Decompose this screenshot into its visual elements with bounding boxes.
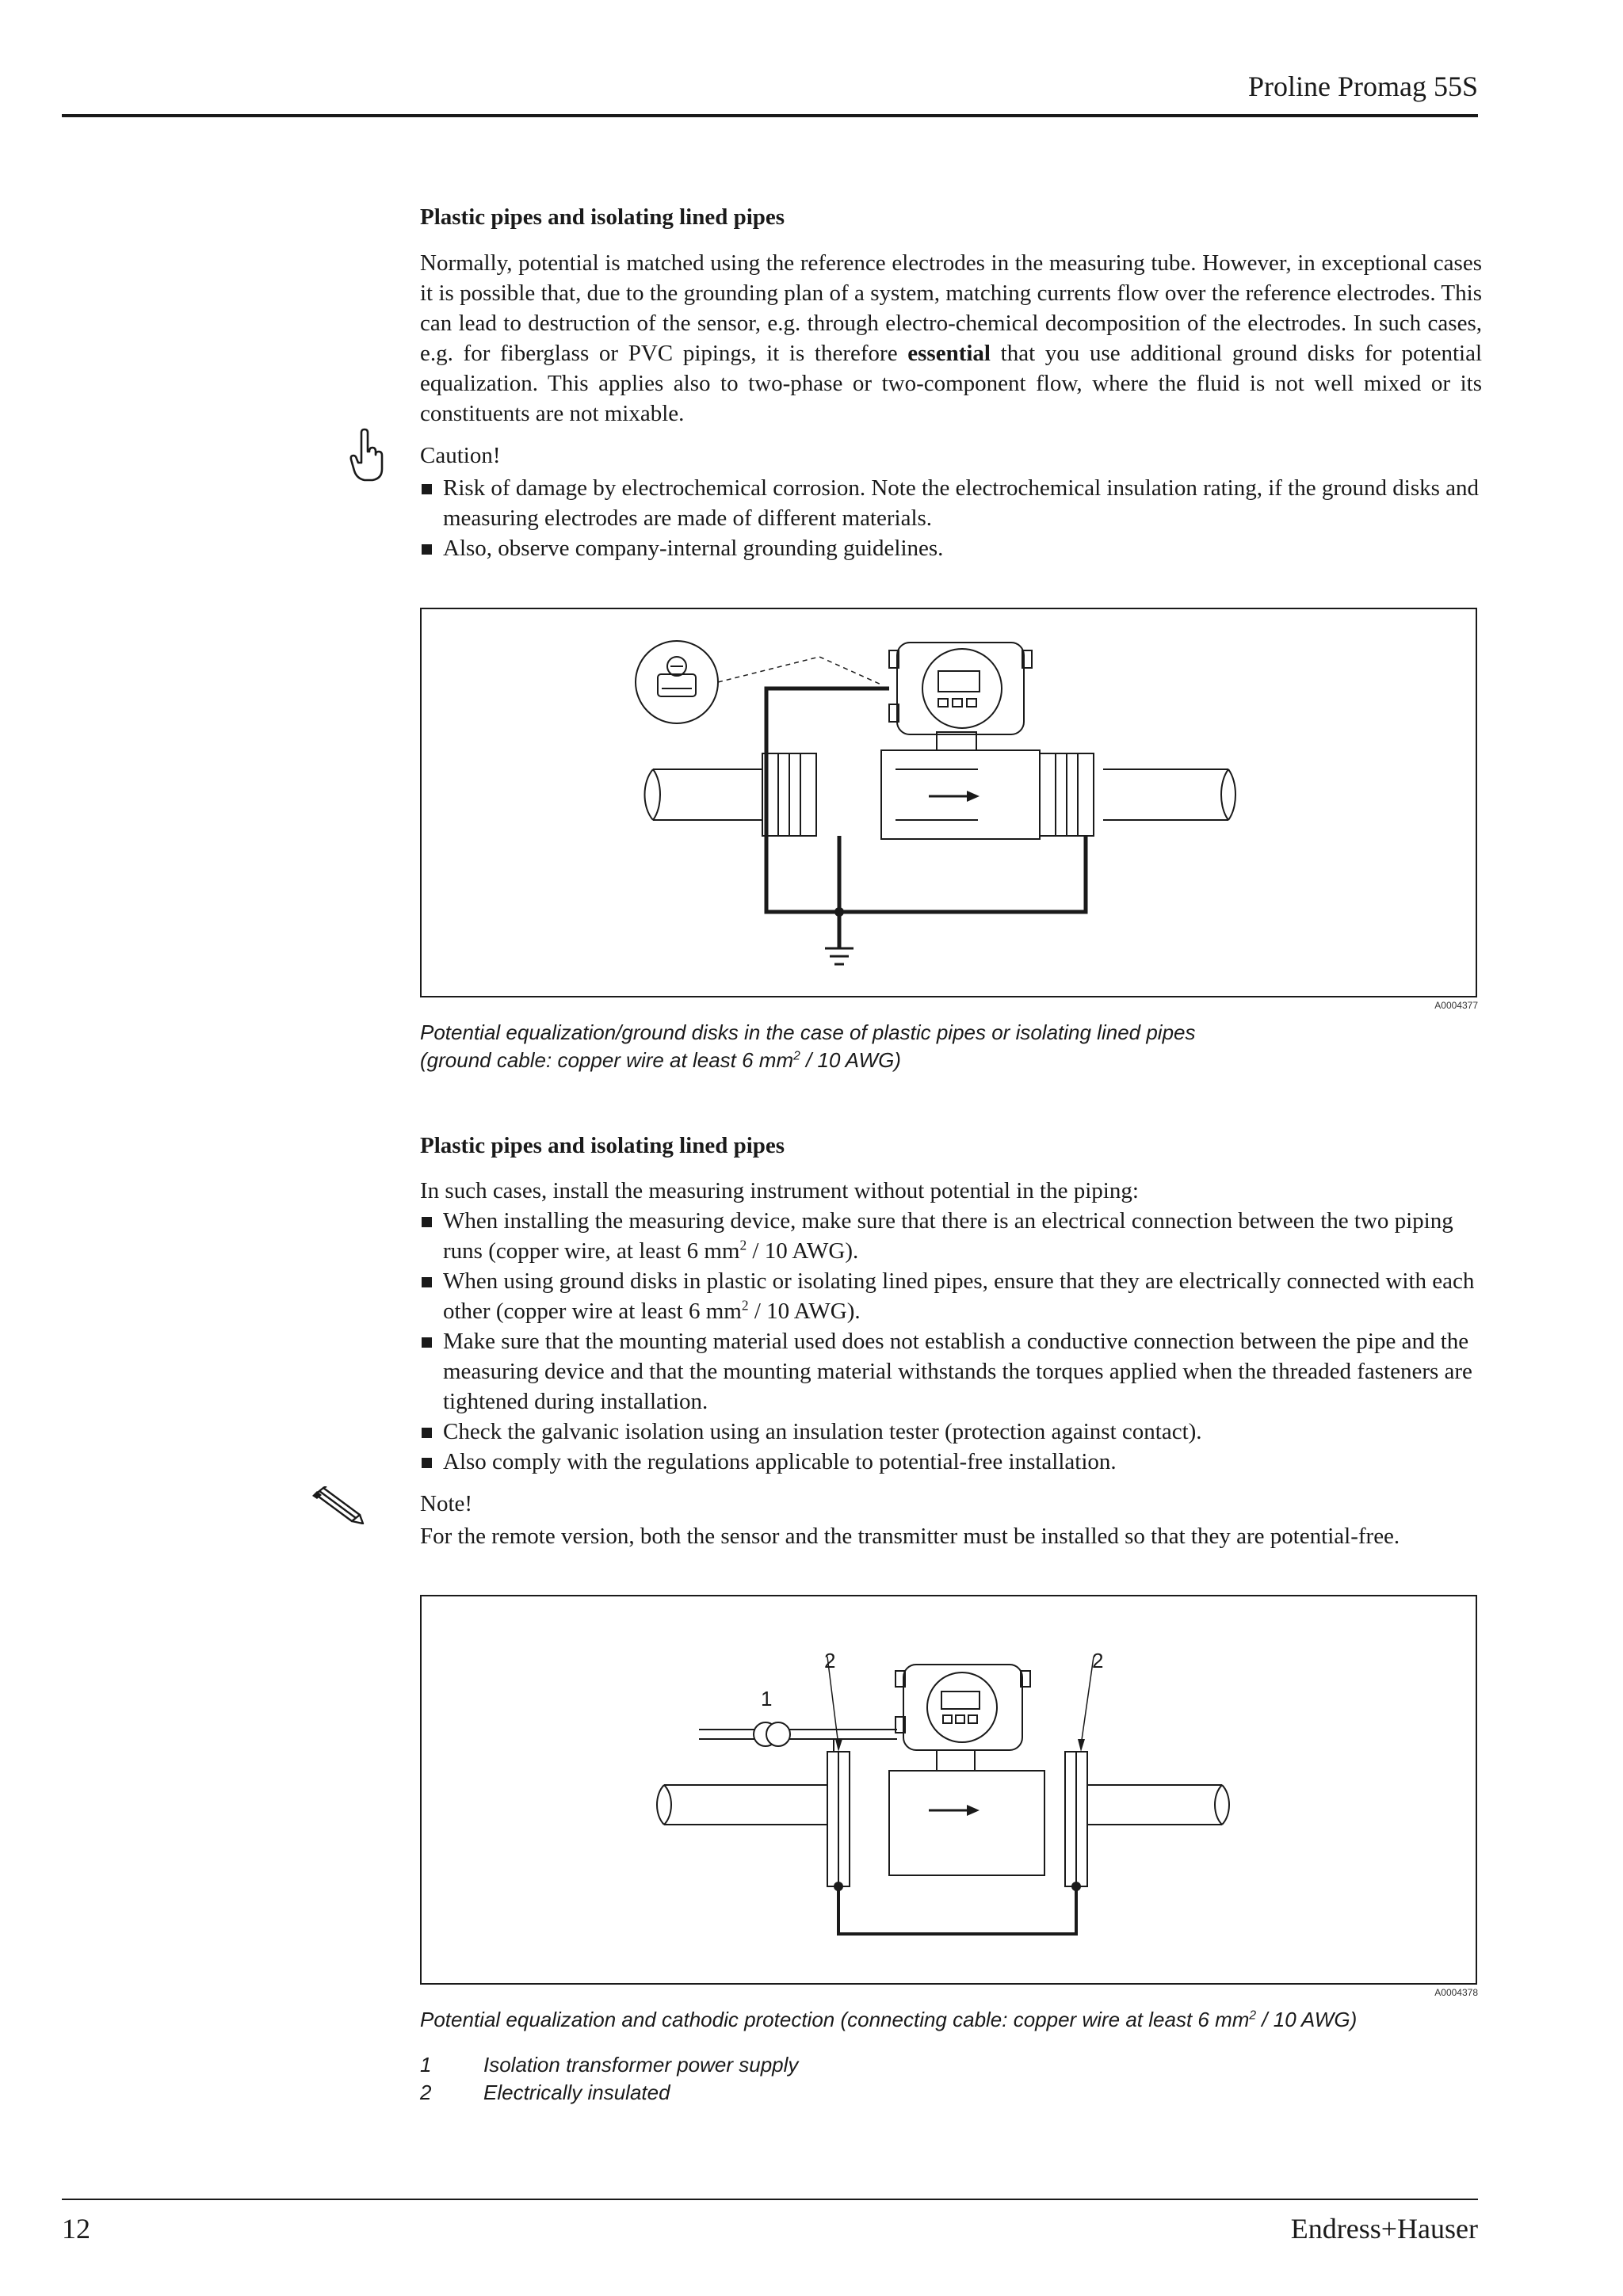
section2-item [420, 1206, 1482, 1266]
section2-intro: In such cases, install the measuring instrument without potential in the piping: [420, 1178, 1139, 1203]
figure-2-caption [420, 2006, 1357, 2034]
section1-paragraph [420, 248, 1482, 429]
figure-1-code: A0004377 [1434, 1000, 1478, 1011]
caption-superscript: 2 [793, 1049, 800, 1063]
callout-1: 1 [761, 1687, 773, 1711]
caution-item: Risk of damage by electrochemical corrosion. Note the electrochemical insulation rating, if the ground disks and measuring electrodes are made of different materials. [420, 473, 1482, 533]
figure-2-code: A0004378 [1434, 1987, 1478, 1998]
callout-2-left: 2 [824, 1649, 836, 1672]
legend-number: 1 [420, 2053, 432, 2077]
item-text: When using ground disks in plastic or isolating lined pipes, ensure that they are electrically connected with each other (copper wire at least 6 mm [443, 1268, 1475, 1324]
note-text: For the remote version, both the sensor and the transmitter must be installed so that they are potential-free. [420, 1524, 1400, 1549]
item-text: / 10 AWG). [748, 1299, 861, 1324]
section2-item: Also comply with the regulations applicable to potential-free installation. [420, 1447, 1482, 1477]
figure-1-caption [420, 1019, 1196, 1074]
item-text: / 10 AWG). [747, 1238, 859, 1264]
header-rule [62, 114, 1478, 117]
caption-text: (ground cable: copper wire at least 6 mm [420, 1048, 794, 1072]
section2-item [420, 1266, 1482, 1326]
caution-hand-icon [347, 428, 387, 485]
caption-text: / 10 AWG) [800, 1048, 901, 1072]
footer-brand: Endress+Hauser [1290, 2213, 1478, 2245]
figure-2-diagram [422, 1596, 1476, 1983]
item-superscript: 2 [739, 1237, 747, 1253]
item-text: When installing the measuring device, make sure that there is an electrical connection between the two piping runs (copper wire, at least 6 mm [443, 1208, 1453, 1264]
section2-item: Make sure that the mounting material used does not establish a conductive connection between the pipe and the measuring device and that the mounting material withstands the torques applied when the threaded fasteners are tightened during installation. [420, 1326, 1482, 1417]
section1-paragraph-part2: that you use additional ground disks for potential equalization. This applies also to two-phase or two-component flow, where the fluid is not well mixed or its constituents are not mixable. [420, 341, 1483, 426]
page-number: 12 [62, 2213, 90, 2245]
figure-1-diagram [422, 609, 1476, 996]
caption-text: Potential equalization and cathodic protection (connecting cable: copper wire at least 6 mm [420, 2008, 1250, 2031]
legend-text: Isolation transformer power supply [483, 2053, 799, 2077]
note-label: Note! [420, 1491, 473, 1516]
legend-row [420, 2053, 798, 2077]
figure-1-caption-line2 [420, 1047, 1196, 1074]
legend-number: 2 [420, 2081, 432, 2104]
figure-1-caption-line1: Potential equalization/ground disks in the case of plastic pipes or isolating lined pipes [420, 1020, 1196, 1044]
caption-text: / 10 AWG) [1256, 2008, 1358, 2031]
footer-rule [62, 2199, 1478, 2200]
note-pencil-icon [311, 1486, 365, 1524]
section2-item: Check the galvanic isolation using an insulation tester (protection against contact). [420, 1417, 1482, 1447]
figure-1-frame [420, 608, 1477, 997]
legend-row [420, 2081, 670, 2105]
section1-paragraph-bold: essential [907, 341, 991, 366]
caution-item: Also, observe company-internal grounding guidelines. [420, 533, 1482, 563]
caution-label: Caution! [420, 443, 501, 468]
section1-heading: Plastic pipes and isolating lined pipes [420, 204, 785, 230]
caption-superscript: 2 [1249, 2008, 1257, 2023]
item-superscript: 2 [741, 1297, 749, 1314]
section1-paragraph-part1: Normally, potential is matched using the reference electrodes in the measuring tube. However, in exceptional cases it is possible that, due to the grounding plan of a system, matching currents flow over the reference electrodes. This can lead to destruction of the sensor, e.g. through electro-chemical decomposition of the electrodes. In such cases, e.g. for fiberglass or PVC pipings, it is therefore [420, 250, 1482, 366]
caution-list [420, 473, 1482, 563]
section2-list [420, 1206, 1482, 1477]
section2-heading: Plastic pipes and isolating lined pipes [420, 1133, 785, 1158]
callout-2-right: 2 [1092, 1649, 1104, 1672]
header-title: Proline Promag 55S [1247, 71, 1478, 102]
figure-2-frame [420, 1595, 1477, 1985]
legend-text: Electrically insulated [483, 2081, 670, 2104]
